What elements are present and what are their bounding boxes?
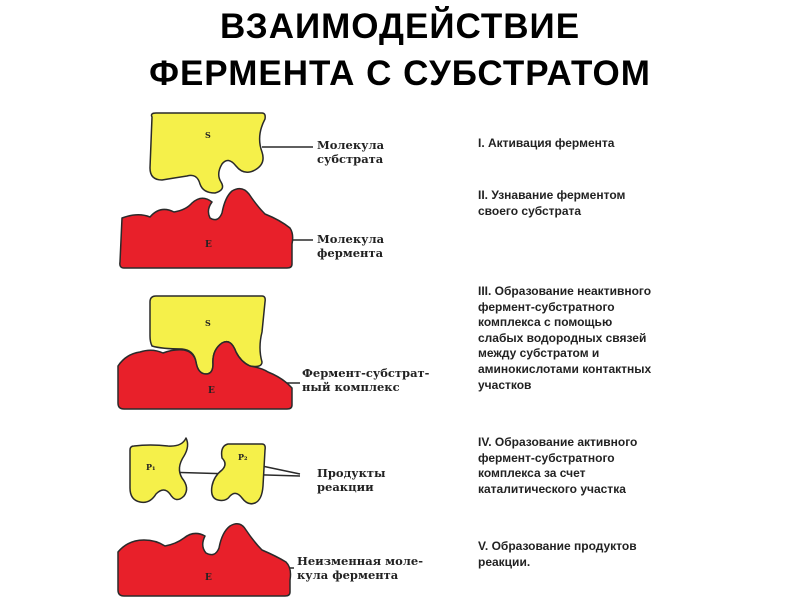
label-products-line1: Продукты bbox=[317, 466, 386, 480]
step-4 bbox=[478, 435, 637, 497]
step-5 bbox=[478, 539, 637, 570]
step-5-line1: V. Образование продуктов bbox=[478, 539, 637, 553]
step-5-line2: реакции. bbox=[478, 554, 531, 569]
pointer-line-product2 bbox=[262, 466, 300, 474]
label-products bbox=[317, 466, 386, 494]
substrate-glyph: S bbox=[205, 130, 211, 140]
label-complex bbox=[302, 366, 429, 394]
product2-glyph: P₂ bbox=[238, 452, 248, 462]
step-3-line6: аминокислотами контактных bbox=[478, 361, 652, 376]
label-unchanged-enzyme bbox=[297, 554, 423, 582]
label-substrate-molecule-line2: субстрата bbox=[317, 152, 384, 166]
label-enzyme-molecule-line1: Молекула bbox=[317, 232, 385, 246]
unchanged-enzyme-glyph: E bbox=[205, 573, 212, 583]
step-3-line7: участков bbox=[478, 377, 532, 392]
page-title-line1: ВЗАИМОДЕЙСТВИЕ bbox=[219, 7, 581, 46]
step-3-line3: комплекса с помощью bbox=[478, 315, 613, 330]
step-2 bbox=[478, 188, 625, 219]
label-complex-line2: ный комплекс bbox=[302, 380, 400, 394]
step-1-line1: I. Активация фермента bbox=[478, 136, 615, 150]
complex-substrate-glyph: S bbox=[205, 318, 211, 328]
enzyme-molecule-shape bbox=[120, 189, 293, 268]
step-3-line2: фермент-субстратного bbox=[478, 299, 615, 314]
label-unchanged-enzyme-line2: кула фермента bbox=[297, 568, 399, 582]
label-complex-line1: Фермент-субстрат- bbox=[302, 366, 430, 380]
step-4-line2: фермент-субстратного bbox=[478, 450, 615, 465]
step-4-line3: комплекса за счет bbox=[478, 466, 586, 481]
step-1 bbox=[478, 136, 614, 152]
unchanged-enzyme-shape bbox=[118, 524, 291, 596]
label-substrate-molecule bbox=[317, 138, 384, 166]
enzyme-glyph: E bbox=[205, 240, 212, 250]
step-3-line5: между субстратом и bbox=[478, 346, 600, 361]
step-4-line1: IV. Образование активного bbox=[478, 435, 638, 449]
label-enzyme-molecule bbox=[317, 232, 384, 260]
label-unchanged-enzyme-line1: Неизменная моле- bbox=[297, 554, 424, 568]
step-2-line1: II. Узнавание ферментом bbox=[478, 188, 626, 202]
complex-enzyme-glyph: E bbox=[208, 386, 215, 396]
product1-glyph: P₁ bbox=[146, 462, 156, 472]
product1-shape bbox=[130, 438, 188, 502]
step-3-line4: слабых водородных связей bbox=[478, 330, 647, 345]
step-2-line2: своего субстрата bbox=[478, 203, 582, 218]
label-products-line2: реакции bbox=[317, 480, 374, 494]
substrate-molecule-shape bbox=[150, 113, 265, 193]
step-3 bbox=[478, 284, 651, 393]
page-title-line2: ФЕРМЕНТА С СУБСТРАТОМ bbox=[149, 54, 651, 93]
step-4-line4: каталитического участка bbox=[478, 481, 626, 496]
label-substrate-molecule-line1: Молекула bbox=[317, 138, 385, 152]
label-enzyme-molecule-line2: фермента bbox=[317, 246, 384, 260]
step-3-line1: III. Образование неактивного bbox=[478, 284, 652, 298]
